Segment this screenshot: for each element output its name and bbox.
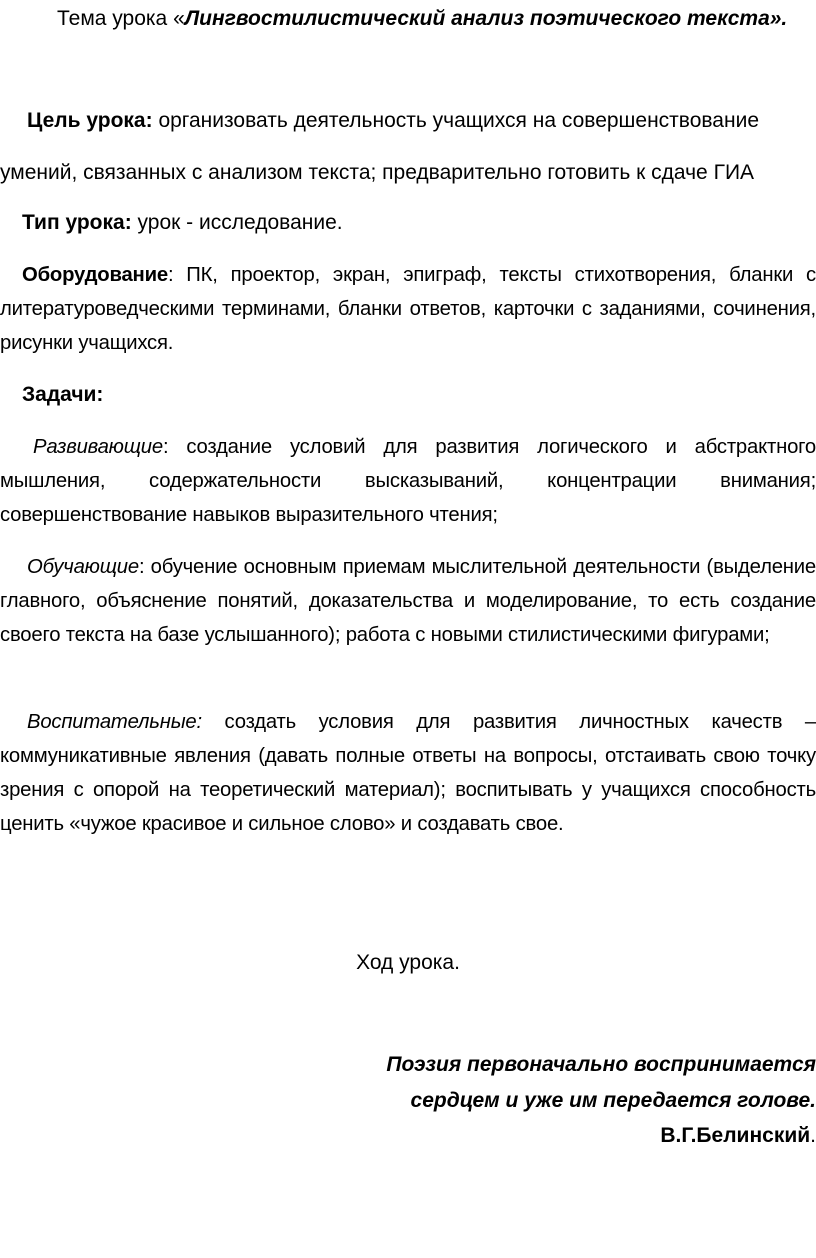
lesson-type-label: Тип урока: <box>22 211 132 234</box>
teaching-text: : обучение основным приемам мыслительной деятельности (выделение главного, объяснение понятий, доказательства и моделирование, то есть создание своего текста на базе услышанного); работа с новыми стилистическими фигурами; <box>0 556 816 646</box>
developing-text: : создание условий для развития логического и абстрактного мышления, содержательности высказываний, концентрации внимания; совершенствование навыков выразительного чтения; <box>0 436 816 526</box>
teaching-label: Обучающие <box>27 556 139 578</box>
tasks-heading <box>0 378 816 412</box>
epigraph-text-2: сердцем и уже им передается голове. <box>410 1089 816 1112</box>
developing-paragraph <box>0 430 816 532</box>
topic-prefix: Тема урока « <box>57 7 185 30</box>
epigraph-author-suffix: . <box>810 1124 816 1147</box>
tasks-label: Задачи: <box>22 383 104 406</box>
goal-line-2 <box>0 156 816 190</box>
goal-text-2: умений, связанных с анализом текста; предварительно готовить к сдаче ГИА <box>0 161 755 184</box>
educational-text: создать условия для развития личностных качеств – коммуникативные явления (давать полные ответы на вопросы, отстаивать свою точку зрения с опорой на теоретический материал); воспитывать у учащихся способность ценить «чужое красивое и сильное слово» и создавать свое. <box>0 711 816 835</box>
epigraph-line-1 <box>0 1048 816 1082</box>
lesson-type-text: урок - исследование. <box>131 211 343 234</box>
educational-label: Воспитательные: <box>27 711 202 733</box>
epigraph-text-1: Поэзия первоначально воспринимается <box>386 1053 816 1076</box>
equipment-text: : ПК, проектор, экран, эпиграф, тексты стихотворения, бланки с литературоведческими терминами, бланки ответов, карточки с заданиями, сочинения, рисунки учащихся. <box>0 264 816 354</box>
goal-line-1 <box>0 104 816 138</box>
goal-label: Цель урока: <box>27 109 153 132</box>
goal-text-1: организовать деятельность учащихся на совершенствование <box>152 109 759 132</box>
epigraph-line-2 <box>0 1084 816 1118</box>
teaching-paragraph <box>0 550 816 652</box>
epigraph-author-line <box>0 1119 816 1153</box>
educational-paragraph <box>0 705 816 841</box>
equipment-paragraph <box>0 258 816 360</box>
topic-title: Лингвостилистический анализ поэтического текста». <box>184 7 788 30</box>
topic-heading <box>0 2 816 36</box>
developing-label: Развивающие <box>33 436 163 458</box>
lesson-course-text: Ход урока. <box>356 951 460 974</box>
equipment-label: Оборудование <box>22 264 168 286</box>
epigraph-author: В.Г.Белинский <box>660 1124 811 1147</box>
lesson-type <box>0 206 816 240</box>
lesson-course-heading <box>0 946 816 980</box>
